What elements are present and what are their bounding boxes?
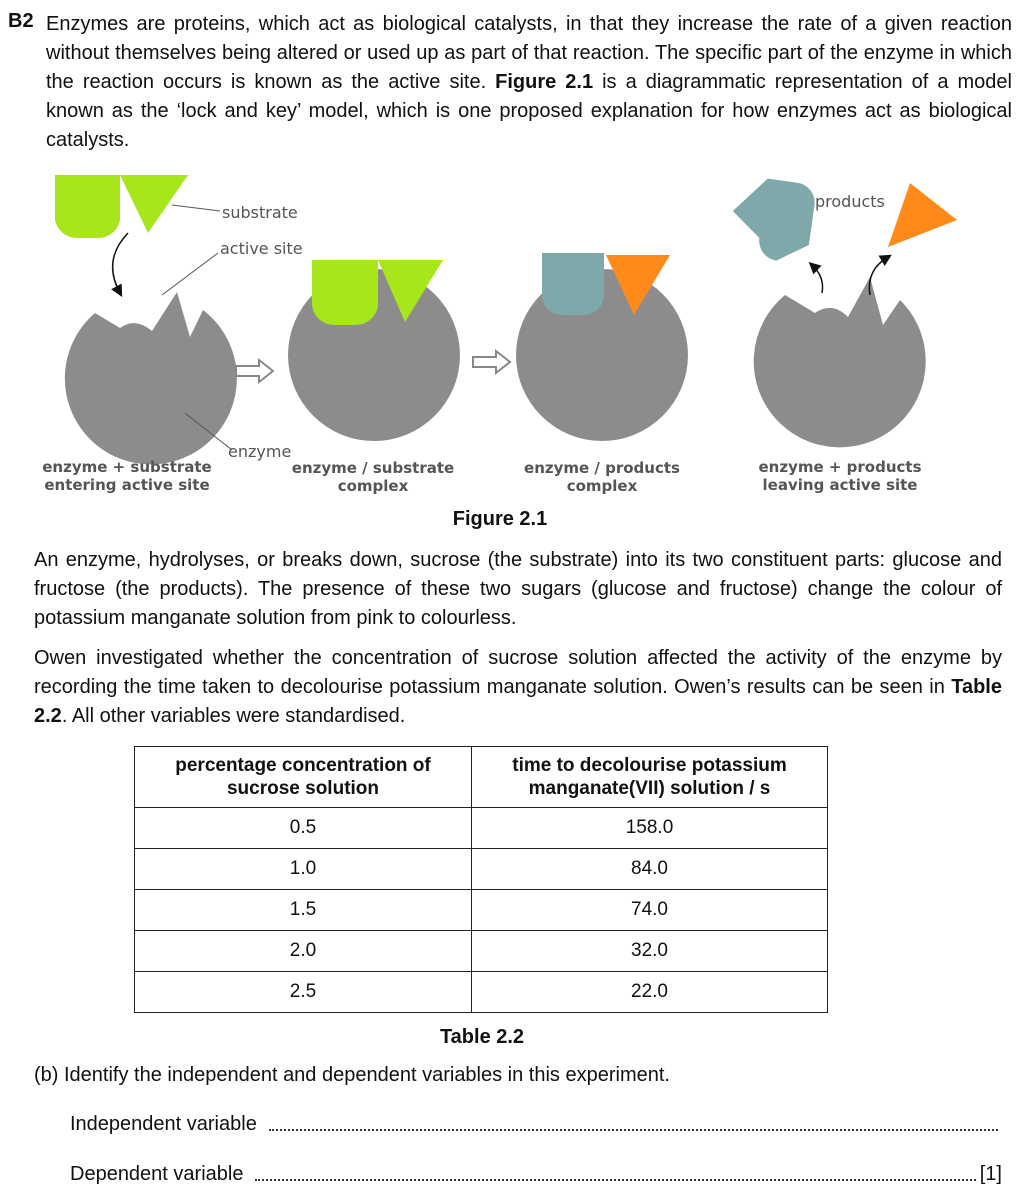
dependent-variable-row [70, 1163, 1002, 1186]
stage-3-caption-line2: complex [566, 477, 638, 495]
paragraph-3-text-b: . All other variables were standardised. [61, 705, 406, 727]
stage-1-caption-line2: entering active site [44, 476, 210, 494]
stage-1-caption-line1: enzyme + substrate [42, 458, 212, 476]
concentration-cell: 1.0 [135, 849, 472, 890]
stage-arrow-2 [473, 351, 510, 373]
substrate-label: substrate [222, 203, 298, 222]
header-time: time to decolourise potassium manganate(VII) solution / s [472, 747, 828, 808]
stage-3-caption-line1: enzyme / products [524, 459, 680, 477]
dependent-variable-label: Dependent variable [70, 1163, 244, 1185]
table-header-row [135, 747, 828, 808]
figure-caption: Figure 2.1 [452, 508, 548, 530]
table-row [135, 931, 828, 972]
stage-4-product-orange [888, 183, 957, 247]
stage-4-enzyme [754, 277, 926, 447]
table-row [135, 808, 828, 849]
intro-text-2: is a diagrammatic representation of a model known as the ‘lock and key’ model, which is one proposed explanation for how enzymes act as biological catalysts. [46, 71, 1012, 151]
stage-2-caption-line2: complex [337, 477, 409, 495]
marks-indicator: [1] [979, 1163, 1002, 1185]
lock-and-key-diagram [40, 165, 980, 505]
time-cell: 158.0 [472, 808, 828, 849]
question-intro [46, 10, 1012, 155]
active-site-pointer [162, 253, 218, 295]
independent-variable-label: Independent variable [70, 1113, 257, 1135]
concentration-cell: 2.5 [135, 972, 472, 1013]
part-b-prompt: (b) Identify the independent and dependent variables in this experiment. [34, 1064, 670, 1086]
enzyme-label: enzyme [228, 442, 292, 461]
substrate-pointer [172, 205, 220, 211]
results-table [134, 746, 828, 1013]
stage-4-product-blue [727, 174, 817, 264]
paragraph-3-text-a: Owen investigated whether the concentration of sucrose solution affected the activity of the enzyme by recording the time taken to decolourise potassium manganate solution. Owen’s results can be seen in [34, 647, 1002, 698]
dependent-answer-line[interactable] [255, 1178, 975, 1181]
concentration-cell: 0.5 [135, 808, 472, 849]
table-reference: Table 2.2 [34, 676, 1002, 727]
products-label: products [815, 192, 885, 211]
time-cell: 22.0 [472, 972, 828, 1013]
table-row [135, 890, 828, 931]
table-row [135, 849, 828, 890]
paragraph-3 [34, 644, 1002, 731]
table-row [135, 972, 828, 1013]
paragraph-2: An enzyme, hydrolyses, or breaks down, sucrose (the substrate) into its two constituent parts: glucose and fructose (the products). The presence of these two sugars (glucose and fructose) change the colour of potassium manganate solution from pink to colourless. [34, 549, 1002, 629]
intro-figure-ref: Figure 2.1 [495, 71, 594, 93]
independent-answer-line[interactable] [269, 1128, 998, 1131]
leaving-arrow-left [812, 265, 823, 293]
stage-2-caption-line1: enzyme / substrate [291, 459, 455, 477]
time-cell: 32.0 [472, 931, 828, 972]
time-cell: 84.0 [472, 849, 828, 890]
concentration-cell: 2.0 [135, 931, 472, 972]
stage-1-enzyme [65, 292, 237, 464]
stage-arrow-1 [236, 360, 273, 382]
entering-arrow [113, 233, 128, 293]
intro-text-1: Enzymes are proteins, which act as biological catalysts, in that they increase the rate of a given reaction without themselves being altered or used up as part of that reaction. The specific part of the enzyme in which the reaction occurs is known as the active site. [46, 13, 1012, 93]
stage-4-caption-line2: leaving active site [762, 476, 918, 494]
time-cell: 74.0 [472, 890, 828, 931]
question-number: B2 [8, 10, 34, 32]
independent-variable-row [70, 1113, 1002, 1136]
stage-1-substrate [55, 175, 188, 238]
table-caption: Table 2.2 [439, 1026, 525, 1048]
header-concentration: percentage concentration of sucrose solution [135, 747, 472, 808]
stage-4-caption-line1: enzyme + products [758, 458, 922, 476]
active-site-label: active site [220, 239, 303, 258]
concentration-cell: 1.5 [135, 890, 472, 931]
